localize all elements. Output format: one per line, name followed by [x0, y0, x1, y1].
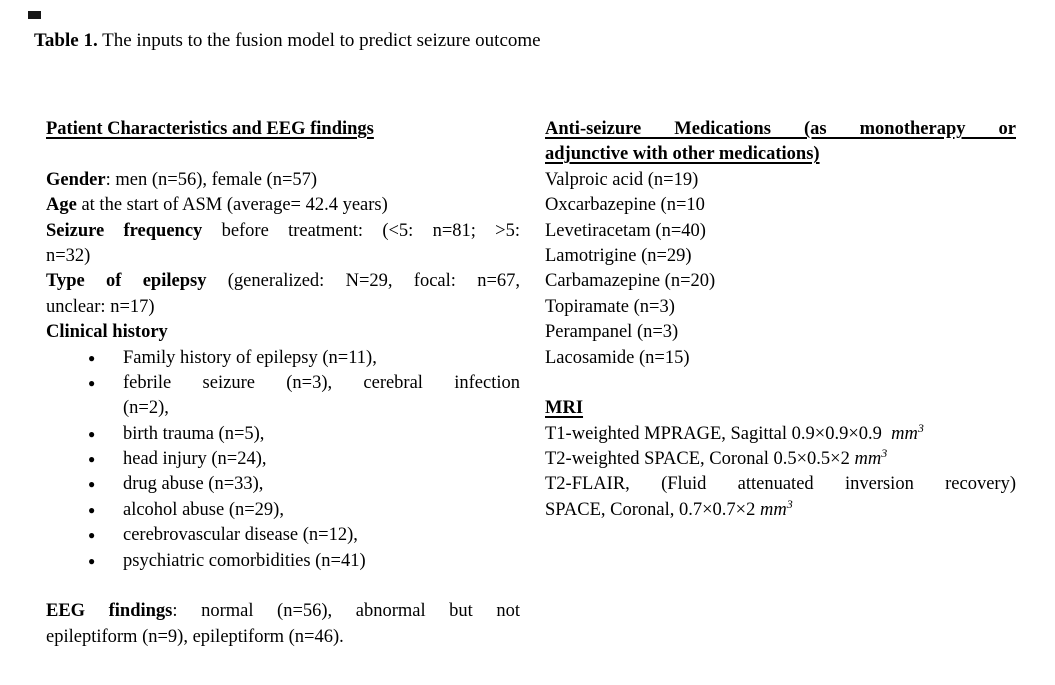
table-caption-label: Table 1. — [34, 30, 98, 51]
list-item: ● psychiatric comorbidities (n=41) — [46, 549, 520, 574]
table-caption-text: The inputs to the fusion model to predict seizure outcome — [97, 30, 541, 51]
text-line: T2-weighted SPACE, Coronal 0.5×0.5×2 $mm^3$ — [545, 445, 888, 470]
text-line: Carbamazepine (n=20) — [545, 271, 716, 292]
column-medications-and-mri — [545, 117, 1016, 650]
text-line: T1-weighted MPRAGE, Sagittal 0.9×0.9×0.9 $mm^3$ — [545, 420, 924, 444]
list-item: ● cerebrovascular disease (n=12), — [46, 523, 520, 548]
list-item: ● Family history of epilepsy (n=11), — [46, 346, 520, 371]
bullet-icon: ● — [88, 452, 96, 467]
list-item-continuation: (n=2), — [123, 398, 169, 419]
list-item: ● head injury (n=24), — [46, 447, 520, 472]
spacer-line — [46, 574, 520, 599]
table-body — [46, 117, 1016, 650]
column-patient-characteristics — [46, 117, 520, 650]
list-item: ● alcohol abuse (n=29), — [46, 498, 520, 523]
bullet-icon: ● — [88, 528, 96, 543]
bullet-icon: ● — [88, 477, 96, 492]
spacer-line — [545, 371, 1016, 396]
bullet-icon: ● — [88, 350, 96, 365]
section-heading: MRI — [545, 398, 584, 419]
text-line: Lacosamide (n=15) — [545, 347, 690, 368]
text-line: unclear: n=17) — [46, 296, 155, 317]
text-line: T2-FLAIR, (Fluid attenuated inversion recovery) — [545, 474, 1016, 495]
text-line: Topiramate (n=3) — [545, 296, 675, 317]
list-item: ● birth trauma (n=5), — [46, 422, 520, 447]
bullet-icon: ● — [88, 426, 96, 441]
text-line: epileptiform (n=9), epileptiform (n=46). — [46, 626, 344, 647]
text-line: Perampanel (n=3) — [545, 322, 679, 343]
text-line: Levetiracetam (n=40) — [545, 220, 706, 241]
text-line: Type of epilepsy (generalized: N=29, focal: n=67, — [46, 271, 521, 292]
bullet-icon: ● — [88, 553, 96, 568]
text-line: Lamotrigine (n=29) — [545, 245, 692, 266]
bullet-icon: ● — [88, 375, 96, 390]
text-line: Clinical history — [46, 322, 168, 343]
bullet-icon: ● — [88, 502, 96, 517]
text-line: Seizure frequency before treatment: (<5: n=81; >5: — [46, 220, 521, 241]
text-line: Age at the start of ASM (average= 42.4 years) — [46, 195, 388, 216]
text-line: Oxcarbazepine (n=10 — [545, 195, 705, 216]
list-item: ● febrile seizure (n=3), cerebral infection — [46, 371, 520, 396]
section-heading: adjunctive with other medications) — [545, 144, 820, 165]
text-line: SPACE, Coronal, 0.7×0.7×2 $mm^3$ — [545, 496, 793, 520]
list-item: ● drug abuse (n=33), — [46, 472, 520, 497]
text-line: n=32) — [46, 245, 91, 266]
table-caption — [34, 28, 541, 54]
text-line: EEG findings: normal (n=56), abnormal but not — [46, 601, 520, 622]
scan-artifact-mark — [28, 11, 41, 19]
text-line: Valproic acid (n=19) — [545, 169, 699, 190]
section-heading: Anti-seizure Medications (as monotherapy or — [545, 119, 1016, 139]
section-heading: Patient Characteristics and EEG findings — [46, 119, 374, 139]
spacer-line — [46, 142, 520, 167]
text-line: Gender: men (n=56), female (n=57) — [46, 169, 318, 190]
